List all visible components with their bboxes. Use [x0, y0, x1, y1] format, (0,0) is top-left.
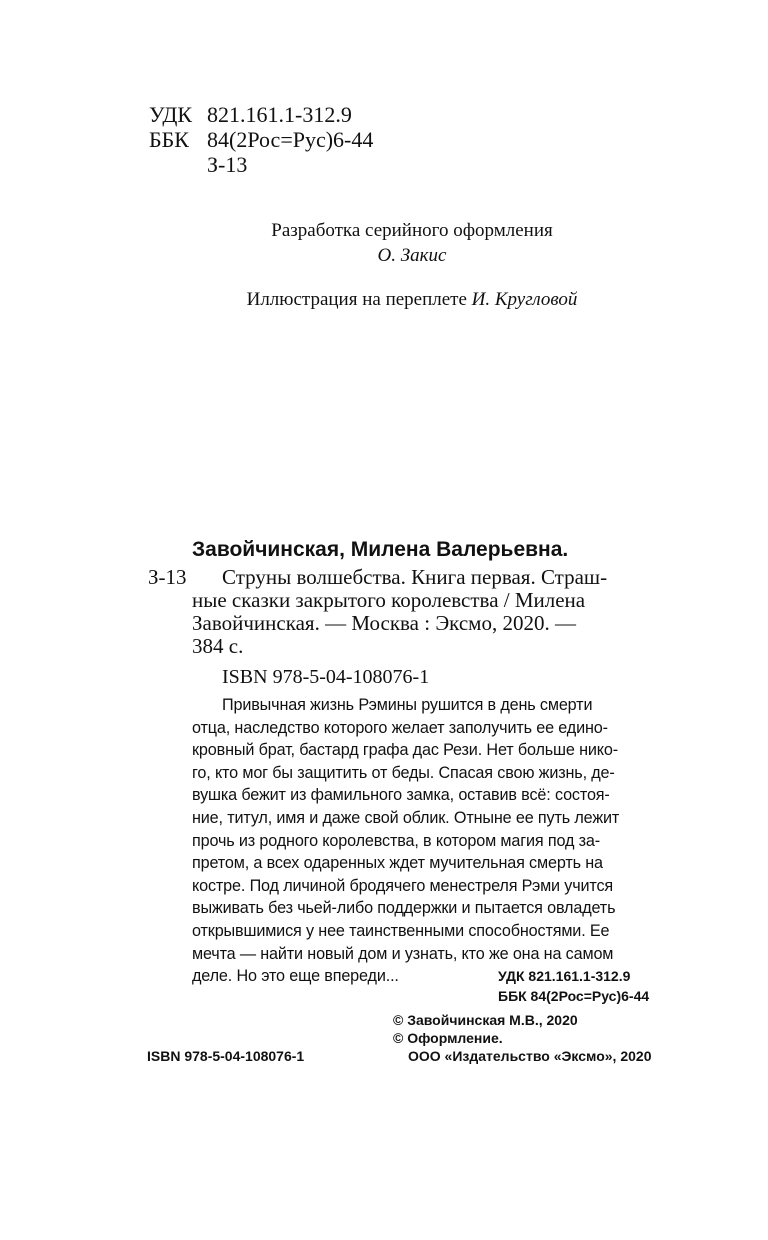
udk-row [149, 102, 352, 128]
annotation-line: выживать без чьей-либо поддержки и пытается овладеть [192, 899, 616, 918]
annotation-line: ние, титул, имя и даже свой облик. Отныне ее путь лежит [192, 809, 620, 827]
description-line: Завойчинская. — Москва : Эксмо, 2020. — [192, 611, 576, 635]
annotation-line: открывшимися у нее таинственными способностями. Ее [192, 922, 610, 940]
series-design-credit: Разработка серийного оформления [271, 220, 553, 241]
annotation-line: Привычная жизнь Рэмины рушится в день смерти [222, 696, 593, 714]
description-line: ные сказки закрытого королевства / Милена [192, 588, 586, 612]
annotation-line: претом, а всех одаренных ждет мучительная смерть на [192, 854, 603, 873]
series-designer [150, 243, 674, 269]
annotation-line: деле. Но это еще впереди... [192, 967, 399, 986]
udk-value: 821.161.1-312.9 [207, 102, 352, 127]
copyright-publisher: ООО «Издательство «Эксмо», 2020 [408, 1048, 652, 1064]
author-heading: Завойчинская, Милена Валерьевна. [192, 538, 569, 561]
udk-label: УДК [149, 102, 193, 127]
author-mark-top: З-13 [207, 152, 248, 177]
series-designer-name: О. Закис [377, 245, 447, 266]
bbk-row [149, 127, 373, 153]
description-line: Струны волшебства. Книга первая. Страш- [222, 565, 608, 589]
illustrator-name: И. Кругловой [471, 289, 578, 310]
annotation-line: мечта — найти новый дом и узнать, кто же она на самом [192, 944, 614, 963]
copyright-author: © Завойчинская М.В., 2020 [393, 1012, 578, 1028]
annotation-bbk: ББК 84(2Рос=Рус)6-44 [498, 988, 650, 1004]
annotation-line: го, кто мог бы защитить от беды. Спасая свою жизнь, де- [192, 763, 615, 782]
isbn-imprint: ISBN 978-5-04-108076-1 [147, 1048, 305, 1064]
annotation-line: прочь из родного королевства, в котором магия под за- [192, 831, 600, 850]
illustration-credit [150, 287, 674, 313]
annotation-line: вушка бежит из фамильного замка, оставив всё: состоя- [192, 786, 610, 805]
annotation-udk: УДК 821.161.1-312.9 [498, 968, 631, 984]
illustration-label: Иллюстрация на переплете [246, 289, 467, 310]
annotation-line: костре. Под личиной бродячего менестреля Рэми учится [192, 876, 614, 895]
author-mark-side: З-13 [148, 565, 187, 589]
annotation-line: отца, наследство которого желает заполучить ее едино- [192, 718, 608, 737]
isbn-record: ISBN 978-5-04-108076-1 [222, 666, 430, 688]
bbk-label: ББК [149, 127, 189, 152]
copyright-design: © Оформление. [393, 1030, 503, 1046]
annotation-line: кровный брат, бастард графа дас Рези. Нет больше нико- [192, 741, 618, 760]
description-line: 384 с. [192, 634, 244, 658]
bbk-value: 84(2Рос=Рус)6-44 [207, 127, 374, 152]
